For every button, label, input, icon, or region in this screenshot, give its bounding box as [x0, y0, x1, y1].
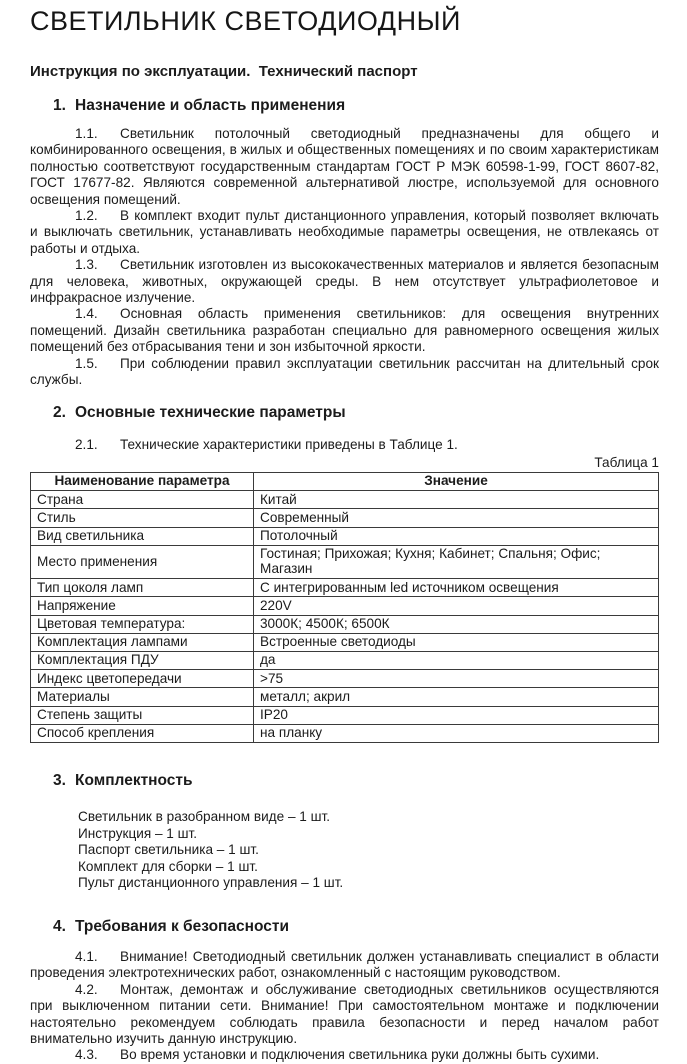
section-4-heading [53, 918, 659, 936]
param-name: Страна [31, 491, 254, 509]
paragraph-1-2 [30, 208, 659, 257]
table-row [31, 491, 659, 509]
table-header-value: Значение [254, 472, 659, 490]
parameters-table [30, 472, 659, 743]
paragraph-2-1 [30, 437, 659, 453]
param-name: Материалы [31, 688, 254, 706]
paragraph-number: 1.4. [75, 306, 98, 322]
table-row [31, 579, 659, 597]
section-4-title: Требования к безопасности [75, 917, 290, 935]
table-row [31, 545, 659, 578]
param-value: 3000К; 4500К; 6500К [254, 615, 659, 633]
paragraph-text: Светильник изготовлен из высококачественных материалов и является безопасным для человека, животных, окружающей среды. В нем отсутствует ультрафиолетовое и инфракрасное излучение. [30, 257, 659, 306]
paragraph-4-2 [30, 982, 659, 1048]
param-value: на планку [254, 724, 659, 742]
section-2-heading [53, 404, 659, 422]
table-row [31, 706, 659, 724]
paragraph-1-3 [30, 257, 659, 306]
paragraph-number: 4.3. [75, 1047, 98, 1063]
paragraph-number: 1.2. [75, 208, 98, 224]
param-name: Напряжение [31, 597, 254, 615]
section-1-title: Назначение и область применения [75, 97, 346, 114]
table-row [31, 509, 659, 527]
param-value: Современный [254, 509, 659, 527]
paragraph-text: Внимание! Светодиодный светильник должен устанавливать специалист в области проведения электротехнических работ, ознакомленный с настоящим руководством. [30, 948, 659, 981]
section-2-title: Основные технические параметры [75, 403, 346, 421]
param-name: Степень защиты [31, 706, 254, 724]
param-value: да [254, 651, 659, 669]
table-row [31, 651, 659, 669]
list-item: Светильник в разобранном виде – 1 шт. [78, 808, 331, 824]
section-1-number: 1. [53, 97, 66, 114]
paragraph-number: 1.1. [75, 126, 98, 141]
param-value: IP20 [254, 706, 659, 724]
param-value: Китай [254, 491, 659, 509]
list-item: Паспорт светильника – 1 шт. [78, 842, 259, 858]
paragraph-number: 2.1. [75, 436, 98, 452]
paragraph-1-1 [30, 126, 659, 208]
paragraph-text: В комплект входит пульт дистанционного управления, который позволяет включать и выключать светильник, устанавливать необходимые параметры освещения, не отвлекаясь от работы и отдыха. [30, 208, 659, 256]
param-name: Стиль [31, 509, 254, 527]
paragraph-number: 1.5. [75, 355, 98, 371]
kit-contents-list [78, 809, 659, 892]
table-row [31, 724, 659, 742]
paragraph-4-3 [30, 1047, 659, 1063]
paragraph-text: Светильник потолочный светодиодный предназначены для общего и комбинированного освещения, в жилых и общественных помещениях и по своим характеристикам полностью соответствуют государственным стандартам ГОСТ Р МЭК 60598-1-99, ГОСТ 8607-82, ГОСТ 17677-82. Являются современной альтернативой люстре, используемой для основного освещения помещений. [30, 126, 659, 207]
param-name: Вид светильника [31, 527, 254, 545]
paragraph-text: Во время установки и подключения светильника руки должны быть сухими. [120, 1047, 600, 1063]
param-name: Комплектация лампами [31, 633, 254, 651]
table-header-parameter: Наименование параметра [31, 472, 254, 490]
param-name: Комплектация ПДУ [31, 651, 254, 669]
paragraph-number: 4.1. [75, 948, 98, 964]
table-row [31, 688, 659, 706]
paragraph-text: Технические характеристики приведены в Таблице 1. [120, 436, 458, 452]
param-name: Место применения [31, 545, 254, 578]
section-4-number: 4. [53, 917, 66, 935]
section-3-heading [53, 772, 659, 790]
paragraph-text: Основная область применения светильников: для освещения внутренних помещений. Дизайн светильника разработан специально для равномерного освещения жилых помещений без отбрасывания тени и зон избыточной яркости. [30, 306, 659, 355]
table-row [31, 615, 659, 633]
paragraph-1-5 [30, 356, 659, 389]
param-value: Встроенные светодиоды [254, 633, 659, 651]
paragraph-text: При соблюдении правил эксплуатации светильник рассчитан на длительный срок службы. [30, 355, 659, 388]
document-title: СВЕТИЛЬНИК СВЕТОДИОДНЫЙ [30, 6, 461, 36]
table-row [31, 633, 659, 651]
param-value: Гостиная; Прихожая; Кухня; Кабинет; Спальня; Офис; Магазин [254, 545, 659, 578]
list-item: Инструкция – 1 шт. [78, 825, 198, 841]
table-header-row [31, 472, 659, 490]
param-name: Индекс цветопередачи [31, 670, 254, 688]
param-value: Потолочный [254, 527, 659, 545]
param-name: Способ крепления [31, 724, 254, 742]
list-item: Пульт дистанционного управления – 1 шт. [78, 875, 344, 891]
paragraph-number: 4.2. [75, 981, 98, 997]
paragraph-1-4 [30, 306, 659, 355]
param-value: >75 [254, 670, 659, 688]
param-value: С интегрированным led источником освещения [254, 579, 659, 597]
list-item: Комплект для сборки – 1 шт. [78, 858, 258, 874]
table-row [31, 670, 659, 688]
table-row [31, 527, 659, 545]
section-3-title: Комплектность [75, 771, 193, 789]
paragraph-4-1 [30, 949, 659, 982]
paragraph-text: Монтаж, демонтаж и обслуживание светодиодных светильников осуществляются при выключенном питании сети. Внимание! При самостоятельном монтаже и подключении настоятельно рекомендуем соблюдать правила безопасности и перед началом работ внимательно изучить данную инструкцию. [30, 981, 659, 1046]
section-2-number: 2. [53, 403, 66, 421]
param-name: Тип цоколя ламп [31, 579, 254, 597]
document-subtitle: Инструкция по эксплуатации. Технический паспорт [30, 63, 418, 80]
paragraph-number: 1.3. [75, 257, 98, 273]
param-value: металл; акрил [254, 688, 659, 706]
section-1-heading [53, 97, 659, 115]
param-value: 220V [254, 597, 659, 615]
table-row [31, 597, 659, 615]
table-caption: Таблица 1 [594, 454, 659, 470]
section-3-number: 3. [53, 771, 66, 789]
param-name: Цветовая температура: [31, 615, 254, 633]
